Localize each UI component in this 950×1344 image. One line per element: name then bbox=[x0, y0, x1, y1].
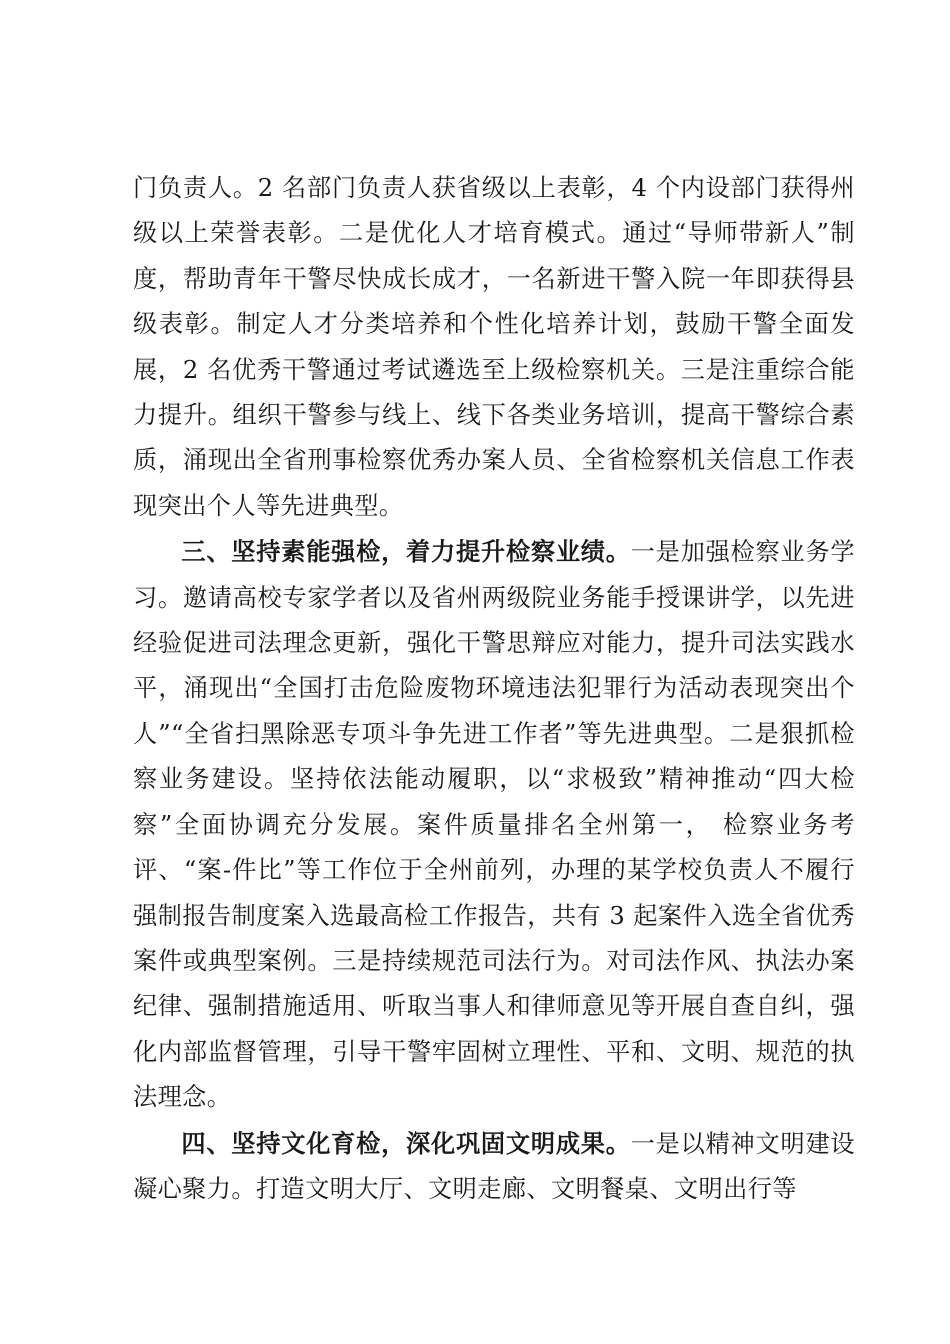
paragraph-continued bbox=[133, 166, 855, 529]
paragraph-continued-text: 门负责人。2 名部门负责人获省级以上表彰，4 个内设部门获得州级以上荣誉表彰。二是优化人才培育模式。通过“导师带新人”制度，帮助青年干警尽快成长成才，一名新进干警入院一年即获得县级表彰。制定人才分类培养和个性化培养计划，鼓励干警全面发展，2 名优秀干警通过考试遴选至上级检察机关。三是注重综合能力提升。组织干警参与线上、线下各类业务培训，提高干警综合素质，涌现出全省刑事检察优秀办案人员、全省检察机关信息工作表现突出个人等先进典型。 bbox=[133, 174, 855, 520]
section-4-heading: 四、坚持文化育检，深化巩固文明成果。 bbox=[181, 1128, 631, 1158]
section-3-body: 一是加强检察业务学习。邀请高校专家学者以及省州两级院业务能手授课讲学，以先进经验促进司法理念更新，强化干警思辩应对能力，提升司法实践水平，涌现出“全国打击危险废物环境违法犯罪行为活动表现突出个人”“全省扫黑除恶专项斗争先进工作者”等先进典型。二是狠抓检察业务建设。坚持依法能动履职，以“求极致”精神推动“四大检察”全面协调充分发展。案件质量排名全州第一， 检察业务考评、“案-件比”等工作位于全州前列，办理的某学校负责人不履行强制报告制度案入选最高检工作报告，共有 3 起案件入选全省优秀案件或典型案例。三是持续规范司法行为。对司法作风、执法办案纪律、强制措施适用、听取当事人和律师意见等开展自查自纠，强化内部监督管理，引导干警牢固树立理性、平和、文明、规范的执法理念。 bbox=[133, 538, 855, 1112]
paragraph-section-3 bbox=[133, 529, 855, 1120]
section-4-body: 一是以精神文明建设凝心聚力。打造文明大厅、文明走廊、文明餐桌、文明出行等 bbox=[133, 1129, 855, 1203]
document-body bbox=[133, 166, 855, 1212]
paragraph-section-4 bbox=[133, 1121, 855, 1213]
section-3-heading: 三、坚持素能强检，着力提升检察业绩。 bbox=[181, 537, 631, 567]
